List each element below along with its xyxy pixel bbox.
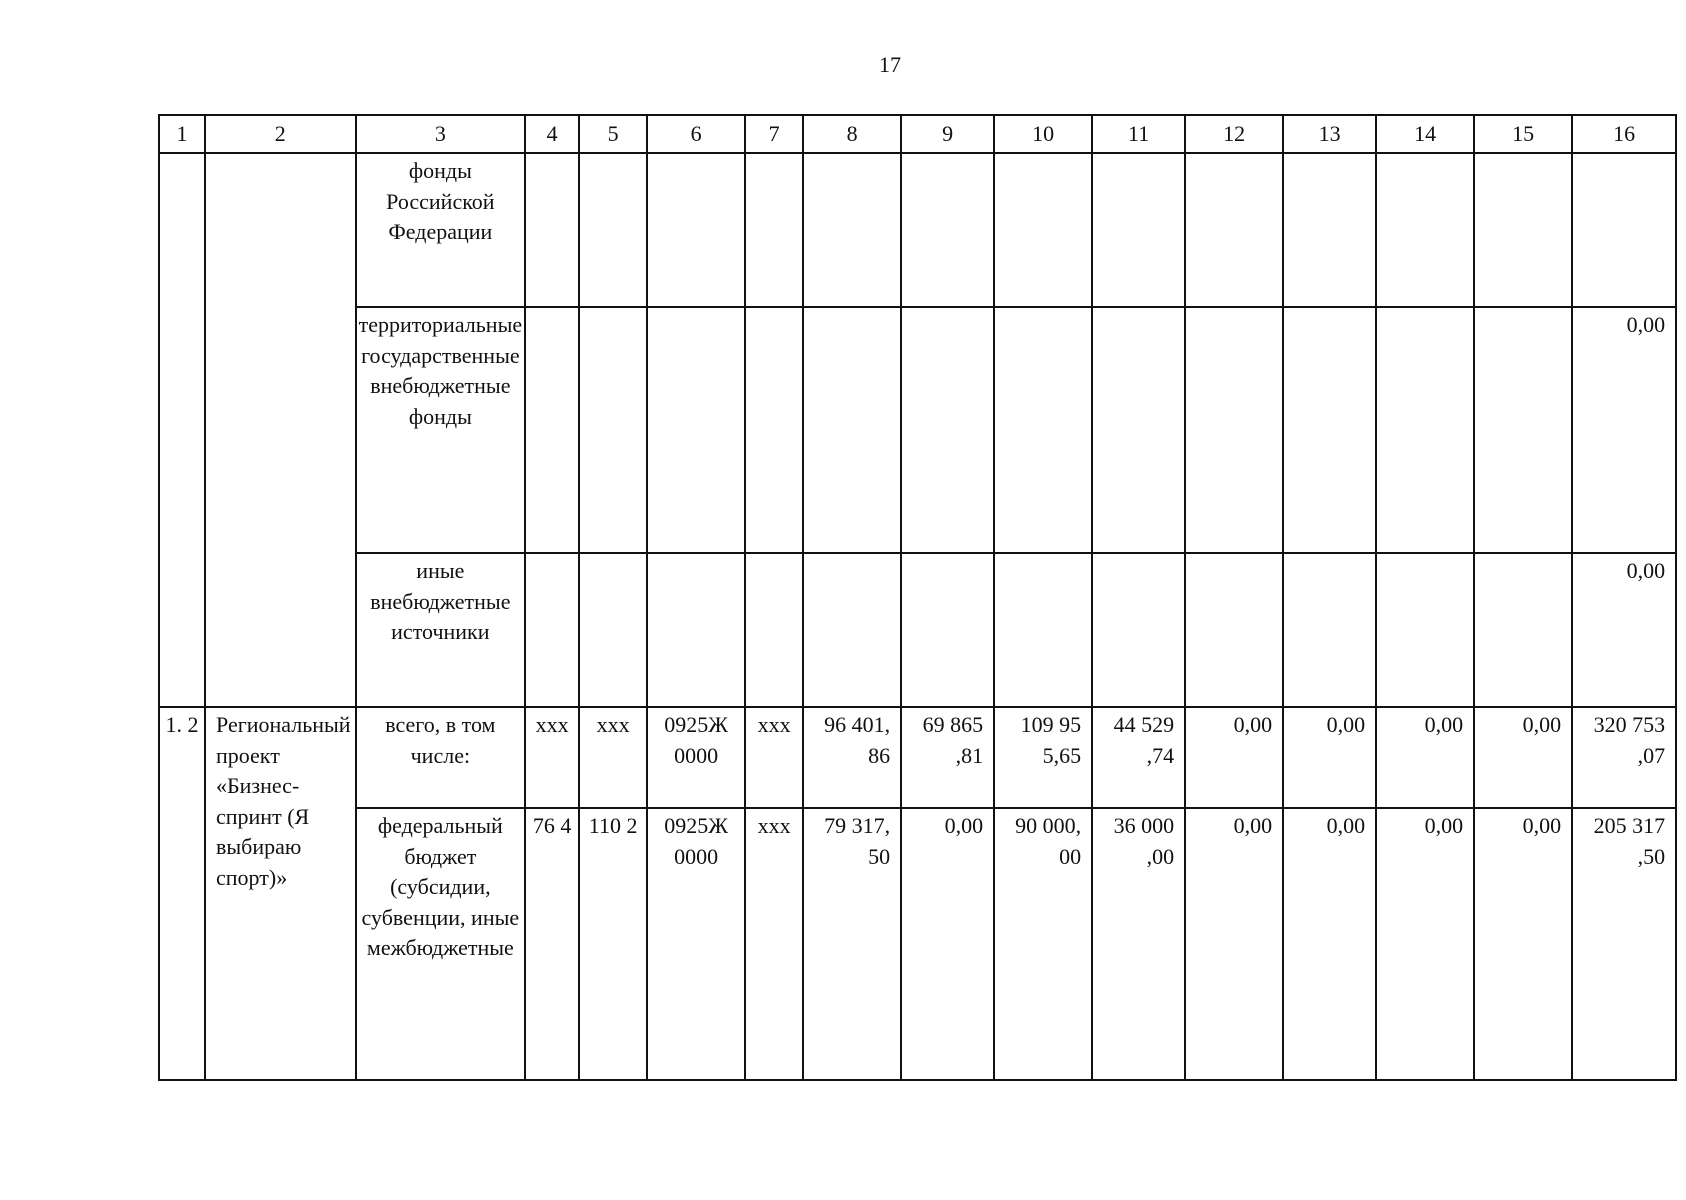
code-cell: 0925Ж 0000 [647, 808, 745, 1080]
code-cell: ххх [745, 707, 803, 808]
amount-cell: 0,00 [901, 808, 994, 1080]
table-row [159, 307, 1676, 553]
header-cell: 14 [1376, 115, 1474, 153]
header-cell: 13 [1283, 115, 1376, 153]
empty-cell [647, 307, 745, 553]
empty-cell [745, 307, 803, 553]
source-label-cell: фонды Российской Федерации [356, 153, 526, 307]
amount-cell: 0,00 [1376, 707, 1474, 808]
header-cell: 6 [647, 115, 745, 153]
empty-cell [803, 553, 901, 707]
empty-cell [1283, 307, 1376, 553]
source-label-cell: всего, в том числе: [356, 707, 526, 808]
empty-cell [1283, 553, 1376, 707]
amount-cell: 0,00 [1376, 808, 1474, 1080]
empty-cell [994, 553, 1092, 707]
empty-cell [1474, 307, 1572, 553]
amount-cell: 0,00 [1474, 808, 1572, 1080]
header-cell: 1 [159, 115, 205, 153]
name-cell [205, 153, 356, 707]
empty-cell [1474, 553, 1572, 707]
amount-cell: 96 401, 86 [803, 707, 901, 808]
table-row [159, 707, 1676, 808]
empty-cell [1185, 307, 1283, 553]
source-label-cell: территориальные государственные внебюджетные фонды [356, 307, 526, 553]
code-cell: ххх [579, 707, 647, 808]
total-cell: 0,00 [1572, 307, 1676, 553]
amount-cell: 79 317, 50 [803, 808, 901, 1080]
empty-cell [525, 153, 579, 307]
empty-cell [579, 153, 647, 307]
project-name-cell: Региональный проект «Бизнес-спринт (Я выбираю спорт)» [205, 707, 356, 1080]
source-label-cell: федеральный бюджет (субсидии, субвенции, иные межбюджетные [356, 808, 526, 1080]
header-cell: 11 [1092, 115, 1185, 153]
code-cell: ххх [745, 808, 803, 1080]
table-row [159, 153, 1676, 307]
empty-cell [745, 153, 803, 307]
empty-cell [803, 153, 901, 307]
budget-table-container [158, 114, 1677, 1081]
code-cell: 0925Ж 0000 [647, 707, 745, 808]
empty-cell [1376, 307, 1474, 553]
empty-cell [1474, 153, 1572, 307]
empty-cell [579, 553, 647, 707]
header-cell: 4 [525, 115, 579, 153]
amount-cell: 44 529 ,74 [1092, 707, 1185, 808]
header-row [159, 115, 1676, 153]
amount-cell: 0,00 [1185, 808, 1283, 1080]
amount-cell: 109 95 5,65 [994, 707, 1092, 808]
empty-cell [901, 153, 994, 307]
empty-cell [1092, 153, 1185, 307]
table-row [159, 553, 1676, 707]
empty-cell [1185, 553, 1283, 707]
page-number: 17 [879, 52, 901, 77]
empty-cell [901, 553, 994, 707]
empty-cell [525, 307, 579, 553]
code-cell: 110 2 [579, 808, 647, 1080]
budget-table [158, 114, 1677, 1081]
empty-cell [745, 553, 803, 707]
empty-cell [647, 153, 745, 307]
header-cell: 3 [356, 115, 526, 153]
header-cell: 12 [1185, 115, 1283, 153]
header-cell: 5 [579, 115, 647, 153]
total-cell: 205 317 ,50 [1572, 808, 1676, 1080]
header-cell: 7 [745, 115, 803, 153]
empty-cell [1572, 153, 1676, 307]
empty-cell [1283, 153, 1376, 307]
table-row [159, 808, 1676, 1080]
code-cell: 76 4 [525, 808, 579, 1080]
code-cell: ххх [525, 707, 579, 808]
empty-cell [1185, 153, 1283, 307]
header-cell: 10 [994, 115, 1092, 153]
total-cell: 320 753 ,07 [1572, 707, 1676, 808]
header-cell: 16 [1572, 115, 1676, 153]
empty-cell [994, 153, 1092, 307]
empty-cell [994, 307, 1092, 553]
header-cell: 15 [1474, 115, 1572, 153]
amount-cell: 0,00 [1185, 707, 1283, 808]
empty-cell [647, 553, 745, 707]
empty-cell [1092, 553, 1185, 707]
empty-cell [1092, 307, 1185, 553]
empty-cell [803, 307, 901, 553]
row-number-cell [159, 153, 205, 707]
amount-cell: 0,00 [1283, 808, 1376, 1080]
row-number-cell: 1. 2 [159, 707, 205, 1080]
amount-cell: 90 000, 00 [994, 808, 1092, 1080]
amount-cell: 69 865 ,81 [901, 707, 994, 808]
header-cell: 9 [901, 115, 994, 153]
empty-cell [579, 307, 647, 553]
empty-cell [1376, 153, 1474, 307]
empty-cell [525, 553, 579, 707]
header-cell: 2 [205, 115, 356, 153]
empty-cell [901, 307, 994, 553]
amount-cell: 0,00 [1283, 707, 1376, 808]
amount-cell: 0,00 [1474, 707, 1572, 808]
header-cell: 8 [803, 115, 901, 153]
source-label-cell: иные внебюджетные источники [356, 553, 526, 707]
total-cell: 0,00 [1572, 553, 1676, 707]
amount-cell: 36 000 ,00 [1092, 808, 1185, 1080]
empty-cell [1376, 553, 1474, 707]
